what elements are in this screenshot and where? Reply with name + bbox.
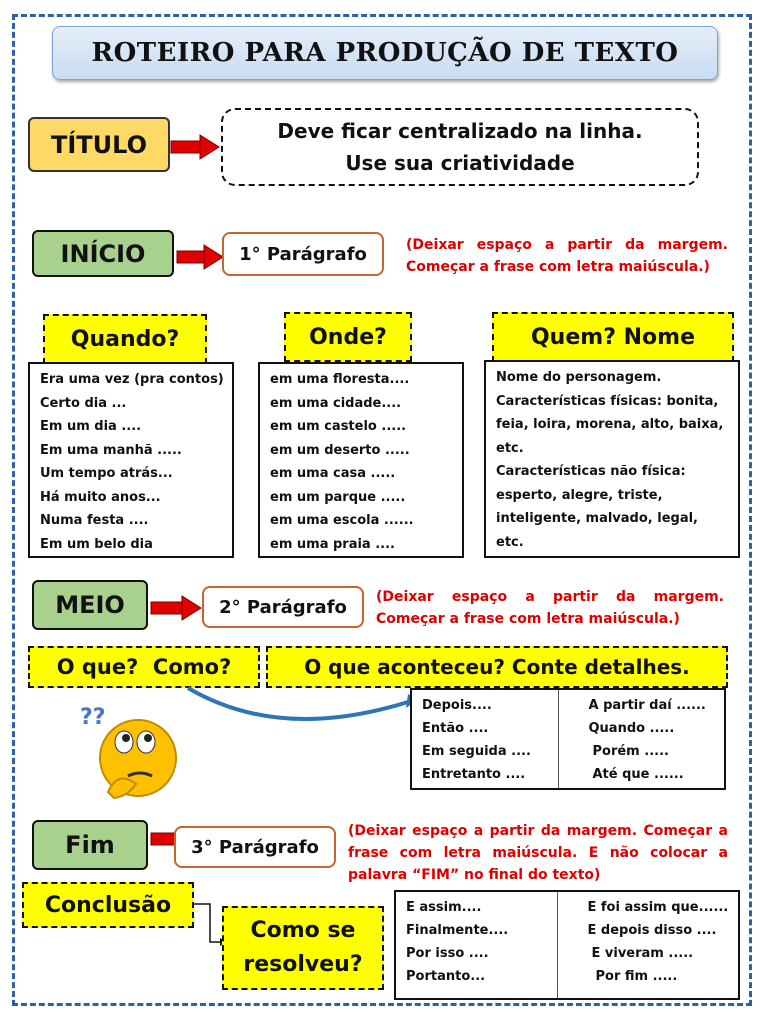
quando-list [28,362,234,558]
list-item: Quando ..... [588,721,675,736]
fim-label: Fim [32,820,148,870]
list-item: Há muito anos... [40,489,161,505]
onde-header: Onde? [284,312,412,362]
titulo-line-1: Deve ficar centralizado na linha. [277,119,643,143]
meio-note: (Deixar espaço a partir da margem. Começar a frase com letra maiúscula.) [376,589,724,627]
red-arrow-icon [150,595,202,621]
list-item: Numa festa .... [40,513,149,528]
list-item: feia, loira, morena, alto, baixa, [496,417,724,432]
resolveu-line-1: Como se [250,918,356,943]
list-item: em uma cidade.... [270,395,402,411]
list-item: etc. [496,440,524,456]
list-item: Depois.... [422,698,492,713]
list-item: Características não física: [496,464,686,479]
titulo-label: TÍTULO [28,117,170,172]
list-item: Então .... [422,721,489,736]
list-item: Por isso .... [406,946,489,961]
list-item: Entretanto .... [422,767,526,782]
list-item: Porém ..... [592,744,669,759]
list-item: em um deserto ..... [270,442,410,458]
list-item: Por fim ..... [595,969,678,984]
list-item: Características físicas: bonita, [496,393,719,409]
paragraph-1-box: 1° Parágrafo [222,232,384,276]
conclusao-box: Conclusão [22,882,194,928]
fim-connectors-table [394,890,740,1000]
red-arrow-icon [176,244,224,270]
page-title: ROTEIRO PARA PRODUÇÃO DE TEXTO [52,26,718,80]
list-item: Certo dia ... [40,395,127,411]
list-item: etc. [496,534,524,550]
elbow-connector-icon [192,900,226,950]
list-item: Em um belo dia [40,536,153,552]
list-item: A partir daí ...... [588,698,706,713]
titulo-description [221,108,699,186]
list-item: E foi assim que...... [587,900,729,915]
list-item: em uma floresta.... [270,372,410,387]
oque-como-header: O que? Como? [28,646,260,688]
list-item: Até que ...... [592,767,684,782]
list-item: Um tempo atrás... [40,466,173,481]
list-item: Em seguida .... [422,744,531,759]
list-item: inteligente, malvado, legal, [496,511,698,526]
meio-label: MEIO [32,580,148,630]
red-arrow-icon [170,134,220,160]
thinking-emoji-icon [78,700,184,804]
resolveu-box [222,906,384,990]
paragraph-2-box: 2° Parágrafo [202,586,364,628]
list-item: E assim.... [406,900,482,915]
inicio-label: INÍCIO [32,230,174,277]
list-item: em uma praia .... [270,536,395,552]
resolveu-line-2: resolveu? [243,952,363,977]
titulo-line-2: Use sua criatividade [345,151,575,175]
list-item: Finalmente.... [406,923,509,938]
onde-list [258,362,464,558]
quem-list [484,360,740,558]
list-item: Era uma vez (pra contos) [40,372,224,387]
list-item: esperto, alegre, triste, [496,487,663,503]
meio-connectors-table [410,688,726,790]
fim-note: (Deixar espaço a partir da margem. Começar a frase com letra maiúscula. E não colocar a palavra “FIM” no final do texto) [348,823,728,883]
paragraph-3-box: 3° Parágrafo [174,826,336,868]
aconteceu-header: O que aconteceu? Conte detalhes. [266,646,728,688]
list-item: Portanto... [406,969,486,984]
list-item: Em uma manhã ..... [40,442,182,458]
list-item: Nome do personagem. [496,370,662,385]
svg-text:??: ?? [80,705,106,730]
list-item: em uma casa ..... [270,466,396,481]
curved-arrow-icon [180,682,420,724]
list-item: E viveram ..... [591,946,694,961]
quem-header: Quem? Nome [492,312,734,362]
list-item: em uma escola ...... [270,513,414,528]
inicio-note: (Deixar espaço a partir da margem. Começar a frase com letra maiúscula.) [406,237,728,275]
list-item: em um parque ..... [270,489,406,505]
list-item: em um castelo ..... [270,419,407,434]
list-item: Em um dia .... [40,419,142,434]
list-item: E depois disso .... [587,923,717,938]
quando-header: Quando? [43,314,207,364]
